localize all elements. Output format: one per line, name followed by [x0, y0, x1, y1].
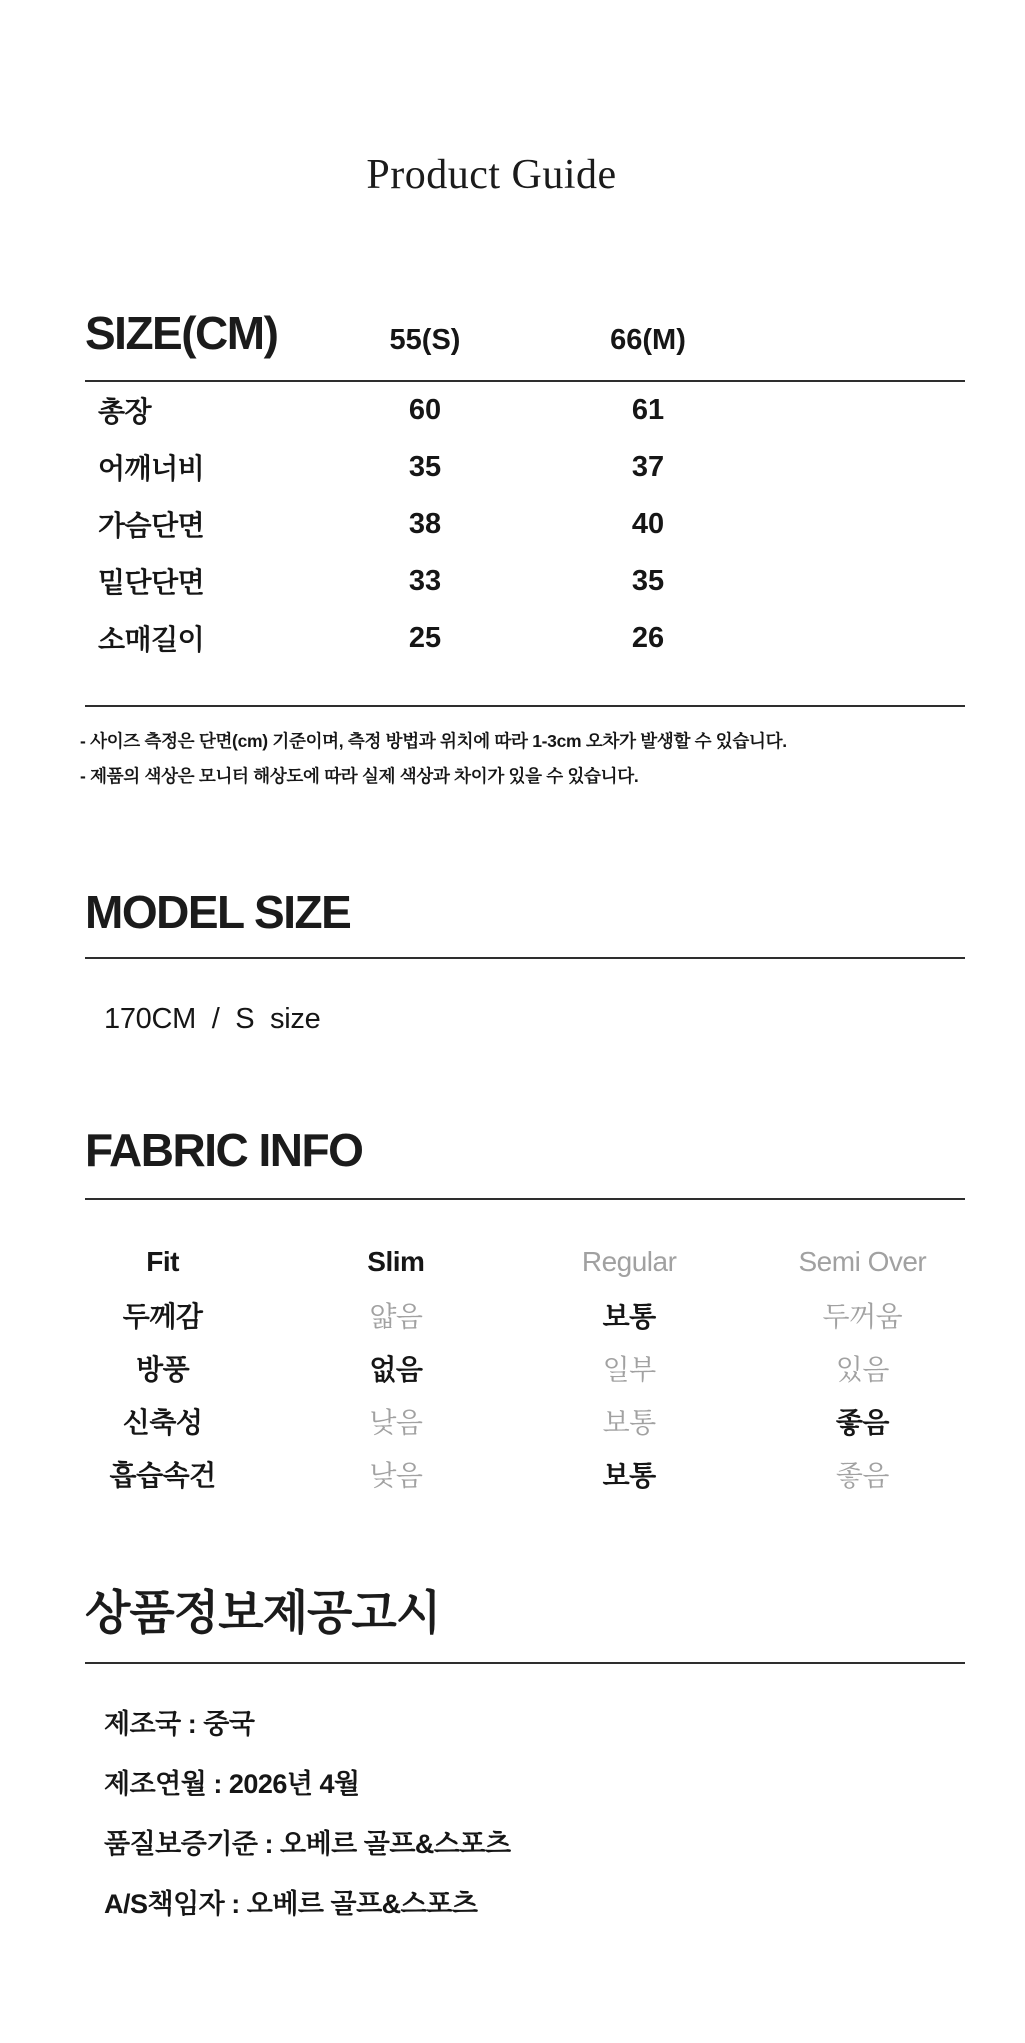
size-column-header-66m: 66(M) [610, 324, 686, 357]
fabric-option: Semi Over [798, 1246, 927, 1278]
fabric-option: 두꺼움 [822, 1301, 903, 1333]
size-row-label: 총장 [98, 396, 152, 428]
fabric-option: 있음 [835, 1354, 889, 1386]
size-note-color: - 제품의 색상은 모니터 해상도에 따라 실제 색상과 차이가 있을 수 있습니다. [80, 765, 639, 786]
fabric-table [46, 1236, 979, 1501]
size-value-55s: 60 [408, 393, 442, 426]
model-size-value: 170CM / S size [104, 1002, 321, 1035]
size-row-label: 어깨너비 [98, 453, 205, 485]
fabric-row-label: Fit [146, 1246, 179, 1278]
size-value-66m: 61 [631, 393, 665, 426]
fabric-option: 좋음 [835, 1407, 889, 1439]
table-row [85, 439, 965, 496]
size-row-label: 가슴단면 [98, 510, 205, 542]
fabric-info-heading: FABRIC INFO [85, 1123, 363, 1176]
fabric-option: 보통 [602, 1301, 656, 1333]
notice-item-date: 제조연월 : 2026년 4월 [104, 1769, 360, 1800]
size-value-55s: 25 [408, 621, 442, 654]
size-value-55s: 38 [408, 507, 442, 540]
model-size-section [0, 885, 1025, 1037]
product-notice-section [0, 1585, 1025, 1921]
fabric-option: 낮음 [369, 1407, 423, 1439]
size-value-66m: 35 [631, 564, 665, 597]
notice-item-country: 제조국 : 중국 [104, 1709, 255, 1740]
size-column-header-55s: 55(S) [389, 324, 461, 357]
fabric-option: 보통 [602, 1407, 656, 1439]
fabric-row-label: 신축성 [122, 1407, 203, 1439]
size-heading: SIZE(CM) [85, 307, 278, 360]
page-title: Product Guide [366, 152, 617, 198]
size-value-66m: 37 [631, 450, 665, 483]
fabric-option: 얇음 [369, 1301, 423, 1333]
divider [85, 1198, 965, 1200]
size-value-66m: 26 [631, 621, 665, 654]
fabric-info-section [0, 1123, 1025, 1501]
divider [85, 1662, 965, 1664]
fabric-option: 보통 [602, 1460, 656, 1492]
size-value-55s: 33 [408, 564, 442, 597]
divider [85, 957, 965, 959]
notice-item-warranty: 품질보증기준 : 오베르 골프&스포츠 [104, 1829, 511, 1860]
fabric-row-label: 방풍 [136, 1354, 190, 1386]
divider [85, 705, 965, 707]
fabric-option: 좋음 [835, 1460, 889, 1492]
fabric-option: 낮음 [369, 1460, 423, 1492]
table-row [85, 496, 965, 553]
table-row [85, 610, 965, 667]
size-row-label: 밑단단면 [98, 567, 205, 599]
table-row [85, 382, 965, 439]
table-row [85, 553, 965, 610]
product-notice-heading: 상품정보제공고시 [85, 1585, 441, 1639]
fabric-row-label: 두께감 [122, 1301, 203, 1333]
notice-item-as: A/S책임자 : 오베르 골프&스포츠 [104, 1889, 478, 1920]
size-value-55s: 35 [408, 450, 442, 483]
fabric-option: Regular [581, 1246, 677, 1278]
fabric-option: Slim [367, 1246, 425, 1278]
fabric-option: 없음 [369, 1354, 423, 1386]
fabric-option: 일부 [602, 1354, 656, 1386]
size-note-measurement: - 사이즈 측정은 단면(cm) 기준이며, 측정 방법과 위치에 따라 1-3cm 오차가 발생할 수 있습니다. [80, 730, 787, 751]
size-section [0, 306, 1025, 786]
size-value-66m: 40 [631, 507, 665, 540]
size-table-header [85, 306, 965, 361]
size-row-label: 소매길이 [98, 624, 205, 656]
model-size-heading: MODEL SIZE [85, 885, 351, 938]
fabric-row-label: 흡습속건 [109, 1460, 216, 1492]
